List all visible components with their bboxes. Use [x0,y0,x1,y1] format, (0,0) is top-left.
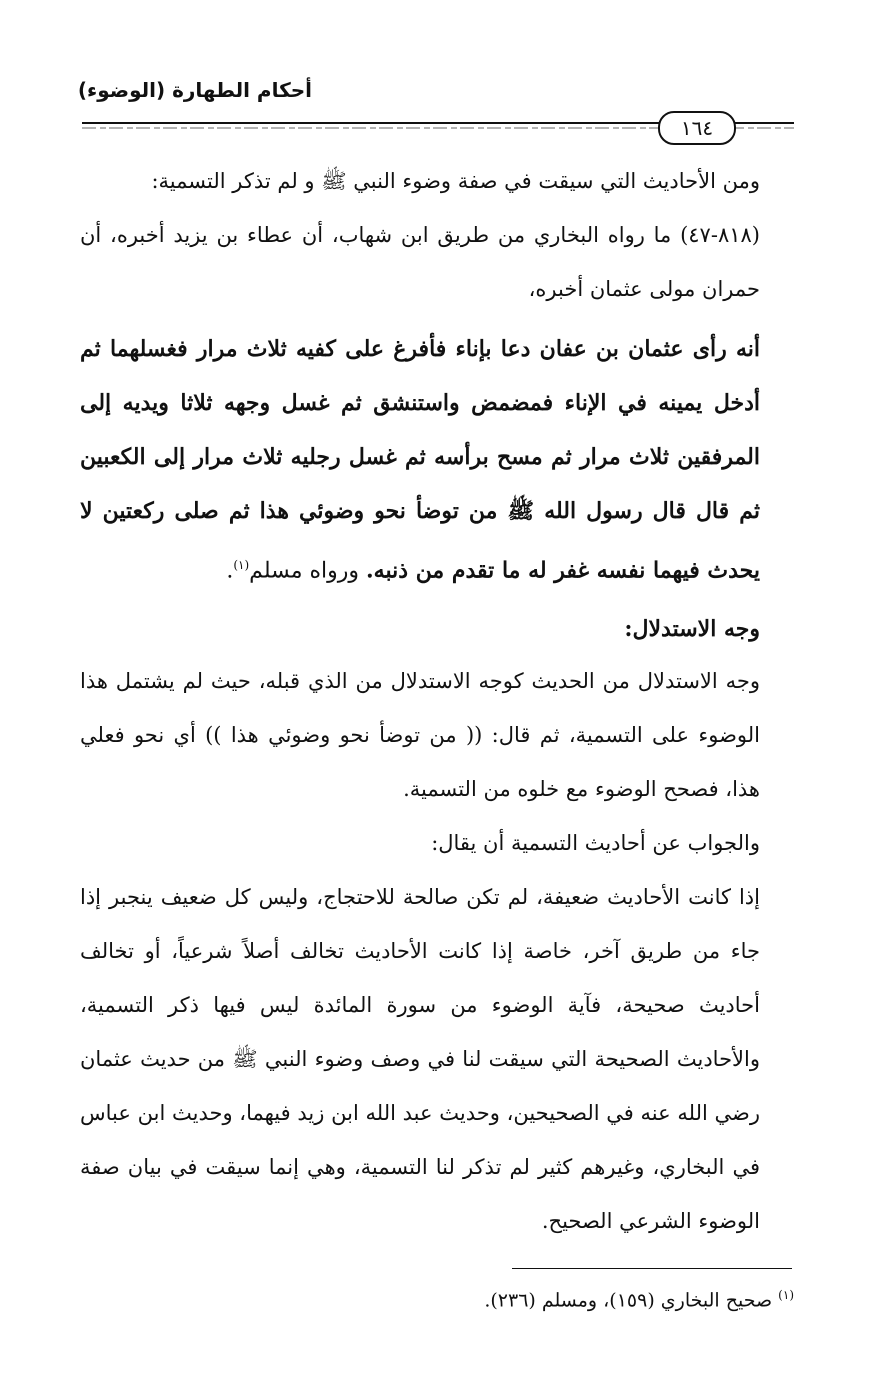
footnote-ref: (١) [233,558,250,572]
hadith-end-mark: . [226,558,234,584]
paragraph-argument: وجه الاستدلال من الحديث كوجه الاستدلال من الذي قبله، حيث لم يشتمل هذا الوضوء على التسمية، ثم قال: (( من توضأ نحو وضوئي هذا )) أي نحو فعلي هذا، فصحح الوضوء مع خلوه من التسمية. [80,669,760,802]
hadith-source: ورواه مسلم [249,558,367,584]
footnote [300,1288,794,1311]
footnote-separator [512,1268,792,1269]
paragraph-answer: إذا كانت الأحاديث ضعيفة، لم تكن صالحة للاحتجاج، وليس كل ضعيف ينجبر إذا جاء من طريق آخر، خاصة إذا كانت الأحاديث تخالف أصلاً شرعياً، أو تخالف أحاديث صحيحة، فآية الوضوء من سورة المائدة ليس فيها ذكر التسمية، والأحاديث الصحيحة التي سيقت لنا في وصف وضوء النبي ﷺ من حديث عثمان رضي الله عنه في الصحيحين، وحديث عبد الله ابن زيد فيهما، وحديث ابن عباس في البخاري، وغيرهم كثير لم تذكر لنا التسمية، وهي إنما سيقت في بيان صفة الوضوء الشرعي الصحيح. [80,885,760,1234]
running-title: أحكام الطهارة (الوضوء) [77,78,312,102]
paragraph-answer-intro: والجواب عن أحاديث التسمية أن يقال: [431,831,760,856]
page-number: ١٦٤ [658,111,736,145]
main-text [80,154,794,1248]
paragraph-intro: ومن الأحاديث التي سيقت في صفة وضوء النبي ﷺ و لم تذكر التسمية: [151,169,760,193]
hadith-text [80,322,794,598]
hadith-matn: أنه رأى عثمان بن عفان دعا بإناء فأفرغ على كفيه ثلاث مرار فغسلهما ثم أدخل يمينه في الإناء فمضمض واستنشق ثم غسل وجهه ثلاثا ويديه إلى المرفقين ثلاث مرار ثم مسح برأسه ثم غسل رجليه ثلاث مرار إلى الكعبين ثم قال قال رسول الله ﷺ من توضأ نحو وضوئي هذا ثم صلى ركعتين لا يحدث فيهما نفسه غفر له ما تقدم من ذنبه. [80,336,760,584]
paragraph-isnad: (٨١٨-٤٧) ما رواه البخاري من طريق ابن شهاب، أن عطاء بن يزيد أخبره، أن حمران مولى عثمان أخبره، [80,223,760,301]
footnote-marker: (١) [778,1288,794,1302]
footnote-text: صحيح البخاري (١٥٩)، ومسلم (٢٣٦). [484,1289,779,1312]
section-heading: وجه الاستدلال: [624,616,760,643]
